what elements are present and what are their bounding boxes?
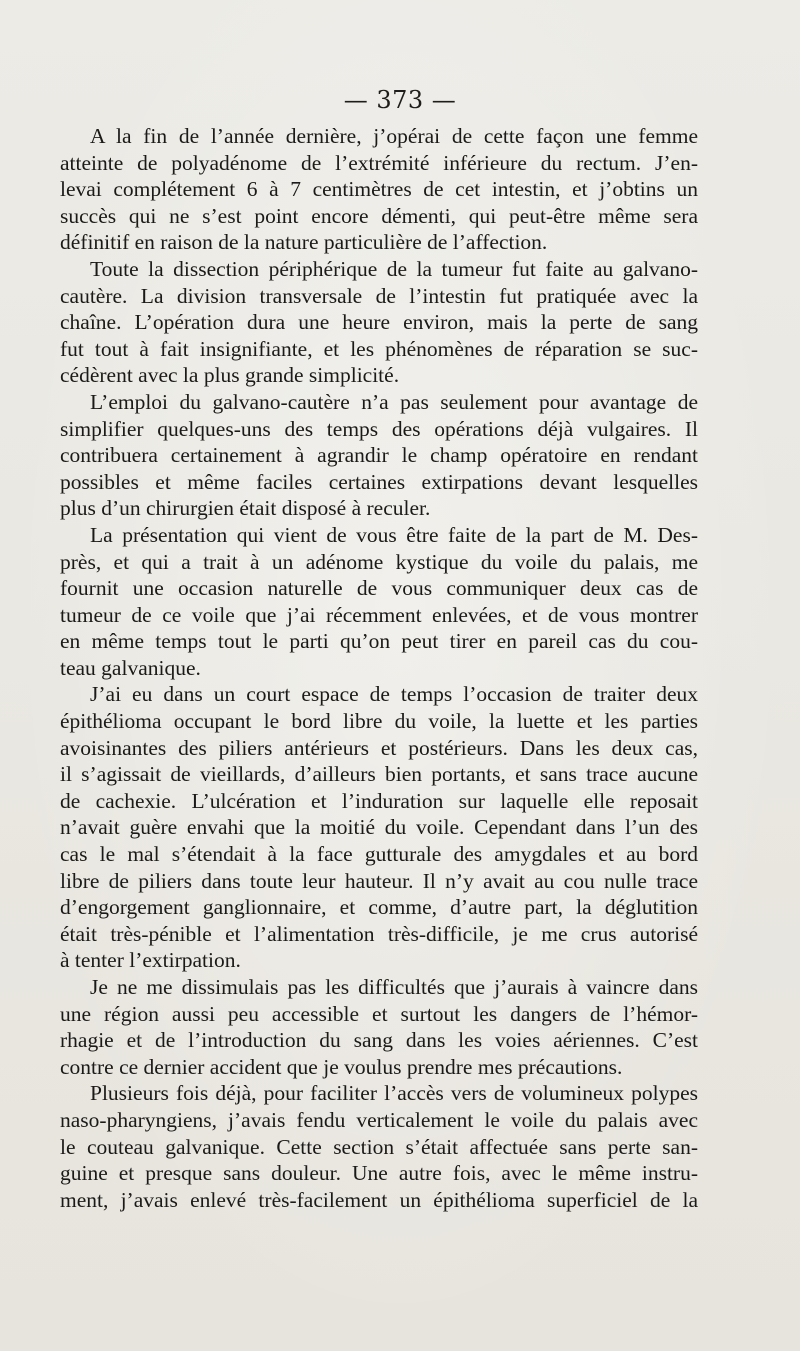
text-line: près, et qui a trait à un adénome kystique du voile du palais, me (60, 549, 698, 574)
text-line: une région aussi peu accessible et surtout les dangers de l’hémor- (60, 1001, 698, 1026)
text-line: cautère. La division transversale de l’intestin fut pratiquée avec la (60, 283, 698, 308)
text-line: La présentation qui vient de vous être faite de la part de M. Des- (90, 522, 698, 547)
text-line: contre ce dernier accident que je voulus prendre mes précautions. (60, 1054, 623, 1079)
text-line: contribuera certainement à agrandir le champ opératoire en rendant (60, 443, 698, 468)
text-line: cas le mal s’étendait à la face gutturale des amygdales et au bord (60, 842, 698, 867)
text-line: épithélioma occupant le bord libre du voile, la luette et les parties (60, 709, 698, 734)
page-number: — 373 — (343, 86, 457, 114)
text-line: A la fin de l’année dernière, j’opérai de cette façon une femme (90, 124, 698, 148)
text-line: Toute la dissection périphérique de la tumeur fut faite au galvano- (90, 256, 698, 281)
paragraph (60, 1080, 698, 1213)
text-line: plus d’un chirurgien était disposé à reculer. (60, 496, 431, 521)
text-line: succès qui ne s’est point encore démenti, qui peut-être même sera (60, 203, 698, 228)
text-line: cédèrent avec la plus grande simplicité. (60, 363, 400, 388)
paragraph (60, 256, 698, 389)
text-line: atteinte de polyadénome de l’extrémité inférieure du rectum. J’en- (60, 150, 698, 175)
text-line: il s’agissait de vieillards, d’ailleurs bien portants, et sans trace aucune (60, 762, 698, 787)
text-line: avoisinantes des piliers antérieurs et postérieurs. Dans les deux cas, (60, 735, 698, 760)
text-line: n’avait guère envahi que la moitié du voile. Cependant dans l’un des (60, 815, 698, 840)
text-line: L’emploi du galvano-cautère n’a pas seulement pour avantage de (90, 389, 698, 414)
text-line: de cachexie. L’ulcération et l’induration sur laquelle elle reposait (60, 788, 698, 813)
text-line: chaîne. L’opération dura une heure environ, mais la perte de sang (60, 310, 698, 335)
text-line: d’engorgement ganglionnaire, et comme, d’autre part, la déglutition (60, 895, 698, 920)
text-line: possibles et même faciles certaines extirpations devant lesquelles (60, 469, 698, 494)
body-text (60, 123, 698, 1213)
text-line: était très-pénible et l’alimentation très-difficile, je me crus autorisé (60, 921, 698, 946)
text-line: le couteau galvanique. Cette section s’était affectuée sans perte san- (60, 1134, 698, 1159)
text-line: J’ai eu dans un court espace de temps l’occasion de traiter deux (90, 682, 698, 707)
paragraph (60, 389, 698, 522)
text-line: en même temps tout le parti qu’on peut tirer en pareil cas du cou- (60, 629, 698, 654)
text-line: levai complétement 6 à 7 centimètres de cet intestin, et j’obtins un (60, 177, 698, 202)
paragraph (60, 681, 698, 974)
text-line: simplifier quelques-uns des temps des opérations déjà vulgaires. Il (60, 416, 698, 441)
text-line: tumeur de ce voile que j’ai récemment enlevées, et de vous montrer (60, 602, 698, 627)
text-line: naso-pharyngiens, j’avais fendu verticalement le voile du palais avec (60, 1107, 698, 1132)
text-line: teau galvanique. (60, 655, 201, 680)
text-line: Plusieurs fois déjà, pour faciliter l’accès vers de volumineux polypes (90, 1081, 698, 1106)
text-line: rhagie et de l’introduction du sang dans les voies aériennes. C’est (60, 1028, 698, 1053)
paragraph (60, 522, 698, 682)
text-line: libre de piliers dans toute leur hauteur. Il n’y avait au cou nulle trace (60, 868, 698, 893)
text-line: à tenter l’extirpation. (60, 948, 241, 973)
text-line: Je ne me dissimulais pas les difficultés que j’aurais à vaincre dans (90, 975, 698, 999)
text-line: fournit une occasion naturelle de vous communiquer deux cas de (60, 576, 698, 601)
paragraph (60, 974, 698, 1080)
text-line: fut tout à fait insignifiante, et les phénomènes de réparation se suc- (60, 336, 698, 361)
paragraph (60, 123, 698, 256)
text-line: définitif en raison de la nature particulière de l’affection. (60, 230, 548, 255)
text-line: guine et presque sans douleur. Une autre fois, avec le même instru- (60, 1161, 698, 1186)
text-line: ment, j’avais enlevé très-facilement un épithélioma superficiel de la (60, 1187, 698, 1212)
